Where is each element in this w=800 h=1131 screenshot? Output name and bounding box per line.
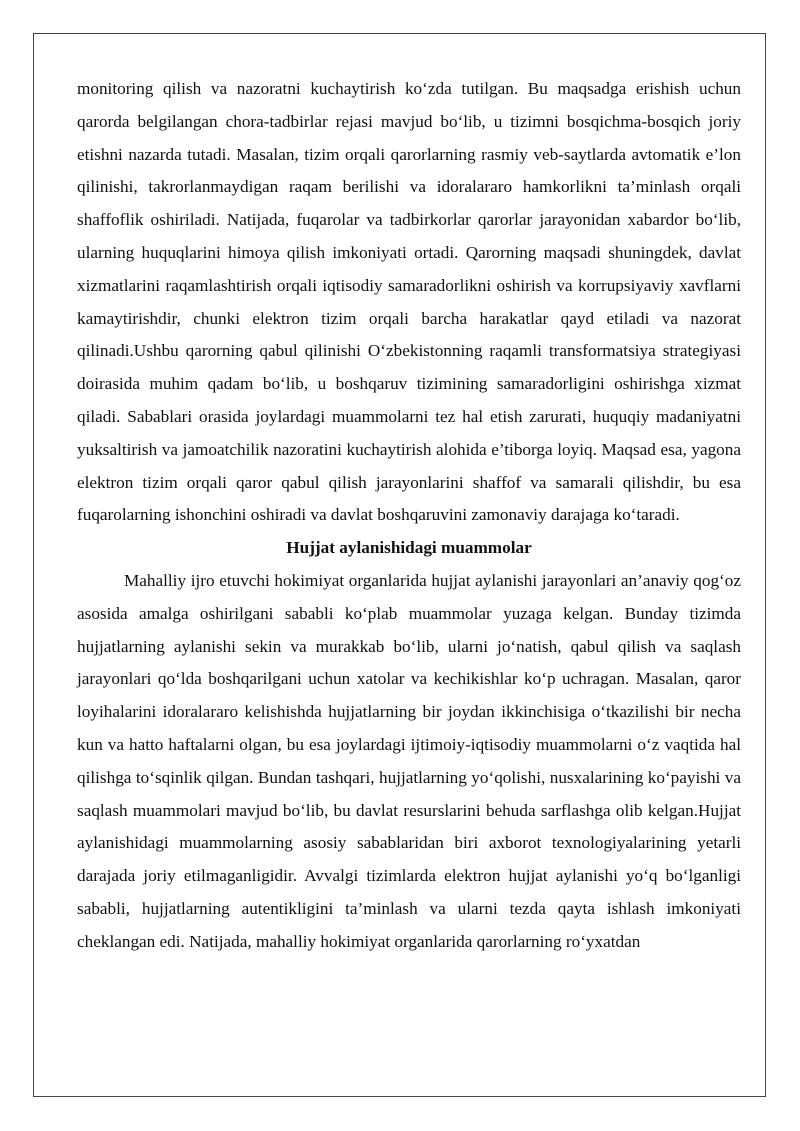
body-paragraph: monitoring qilish va nazoratni kuchaytirish ko‘zda tutilgan. Bu maqsadga erishish uchun qarorda belgilangan chora-tadbirlar rejasi mavjud bo‘lib, u tizimni bosqichma-bosqich joriy etishni nazarda tutadi. Masalan, tizim orqali qarorlarning rasmiy veb-saytlarda avtomatik e’lon qilinishi, takrorlanmaydigan raqam berilishi va idoralararo hamkorlikni ta’minlash orqali shaffoflik oshiriladi. Natijada, fuqarolar va tadbirkorlar qarorlar jarayonidan xabardor bo‘lib, ularning huquqlarini himoya qilish imkoniyati ortadi. Qarorning maqsadi shuningdek, davlat xizmatlarini raqamlashtirish orqali iqtisodiy samaradorlikni oshirish va korrupsiyaviy xavflarni kamaytirishdir, chunki elektron tizim orqali barcha harakatlar qayd etiladi va nazorat qilinadi.Ushbu qarorning qabul qilinishi O‘zbekistonning raqamli transformatsiya strategiyasi doirasida muhim qadam bo‘lib, u boshqaruv tizimining samaradorligini oshirishga xizmat qiladi. Sabablari orasida joylardagi muammolarni tez hal etish zarurati, huquqiy madaniyatni yuksaltirish va jamoatchilik nazoratini kuchaytirish alohida e’tiborga loyiq. Maqsad esa, yagona elektron tizim orqali qaror qabul qilish jarayonlarini shaffof va samarali qilishdir, bu esa fuqarolarning ishonchini oshiradi va davlat boshqaruvini zamonaviy darajaga ko‘taradi. [77, 79, 741, 525]
body-paragraph: Mahalliy ijro etuvchi hokimiyat organlarida hujjat aylanishi jarayonlari an’anaviy qog‘oz asosida amalga oshirilgani sababli ko‘plab muammolar yuzaga kelgan. Bunday tizimda hujjatlarning aylanishi sekin va murakkab bo‘lib, ularni jo‘natish, qabul qilish va saqlash jarayonlari qo‘lda boshqarilgani uchun xatolar va kechikishlar ko‘p uchragan. Masalan, qaror loyihalarini idoralararo kelishishda hujjatlarning bir joydan ikkinchisiga o‘tkazilishi bir necha kun va hatto haftalarni olgan, bu esa joylardagi ijtimoiy-iqtisodiy muammolarni o‘z vaqtida hal qilishga to‘sqinlik qilgan. Bundan tashqari, hujjatlarning yo‘qolishi, nusxalarining ko‘payishi va saqlash muammolari mavjud bo‘lib, bu davlat resurslarini behuda sarflashga olib kelgan.Hujjat aylanishidagi muammolarning asosiy sabablaridan biri axborot texnologiyalarining yetarli darajada joriy etilmaganligidir. Avvalgi tizimlarda elektron hujjat aylanishi yo‘q bo‘lganligi sababli, hujjatlarning autentikligini ta’minlash va ularni tezda qayta ishlash imkoniyati cheklangan edi. Natijada, mahalliy hokimiyat organlarida qarorlarning ro‘yxatdan [77, 570, 741, 951]
section-heading: Hujjat aylanishidagi muammolar [286, 538, 532, 558]
document-body [77, 73, 741, 959]
